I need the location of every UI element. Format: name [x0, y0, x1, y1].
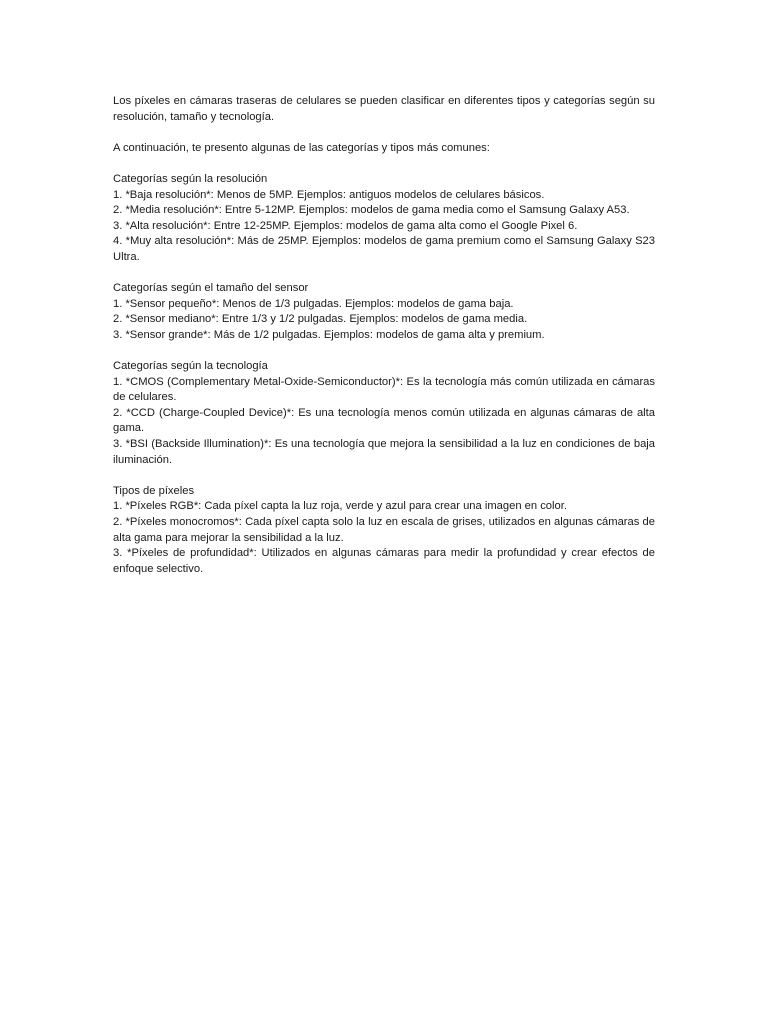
intro-paragraph: Los píxeles en cámaras traseras de celulares se pueden clasificar en diferentes tipos y categorías según su resolución, tamaño y tecnología.: [113, 95, 655, 123]
list-item: 1. *Sensor pequeño*: Menos de 1/3 pulgadas. Ejemplos: modelos de gama baja.: [113, 297, 514, 310]
document-body: [113, 94, 655, 593]
section-sensor-size: [113, 281, 655, 343]
list-item: 3. *Alta resolución*: Entre 12-25MP. Ejemplos: modelos de gama alta como el Google Pixel 6.: [113, 219, 578, 232]
list-item: 3. *BSI (Backside Illumination)*: Es una tecnología que mejora la sensibilidad a la luz en condiciones de baja iluminación.: [113, 438, 655, 466]
list-item: 3. *Sensor grande*: Más de 1/2 pulgadas. Ejemplos: modelos de gama alta y premium.: [113, 328, 545, 341]
intro-lead-in: A continuación, te presento algunas de las categorías y tipos más comunes:: [113, 141, 490, 154]
list-item: 2. *Sensor mediano*: Entre 1/3 y 1/2 pulgadas. Ejemplos: modelos de gama media.: [113, 313, 528, 326]
list-item: 2. *Media resolución*: Entre 5-12MP. Ejemplos: modelos de gama media como el Samsung Galaxy A53.: [113, 204, 630, 217]
list-item: 4. *Muy alta resolución*: Más de 25MP. Ejemplos: modelos de gama premium como el Samsung Galaxy S23 Ultra.: [113, 235, 655, 263]
list-item: 3. *Píxeles de profundidad*: Utilizados en algunas cámaras para medir la profundidad y crear efectos de enfoque selectivo.: [113, 547, 655, 575]
list-item: 2. *Píxeles monocromos*: Cada píxel capta solo la luz en escala de grises, utilizados en algunas cámaras de alta gama para mejorar la sensibilidad a la luz.: [113, 516, 655, 544]
list-item: 1. *Baja resolución*: Menos de 5MP. Ejemplos: antiguos modelos de celulares básicos.: [113, 188, 545, 201]
section-technology: [113, 359, 655, 468]
section-title: Tipos de píxeles: [113, 484, 195, 497]
list-item: 1. *Píxeles RGB*: Cada píxel capta la luz roja, verde y azul para crear una imagen en color.: [113, 500, 567, 513]
section-pixel-types: [113, 484, 655, 578]
section-title: Categorías según el tamaño del sensor: [113, 282, 309, 295]
section-title: Categorías según la resolución: [113, 172, 268, 185]
section-resolution: [113, 172, 655, 266]
list-item: 2. *CCD (Charge-Coupled Device)*: Es una tecnología menos común utilizada en algunas cámaras de alta gama.: [113, 406, 655, 435]
section-title: Categorías según la tecnología: [113, 360, 268, 373]
list-item: 1. *CMOS (Complementary Metal-Oxide-Semiconductor)*: Es la tecnología más común utilizada en cámaras de celulares.: [113, 375, 655, 404]
